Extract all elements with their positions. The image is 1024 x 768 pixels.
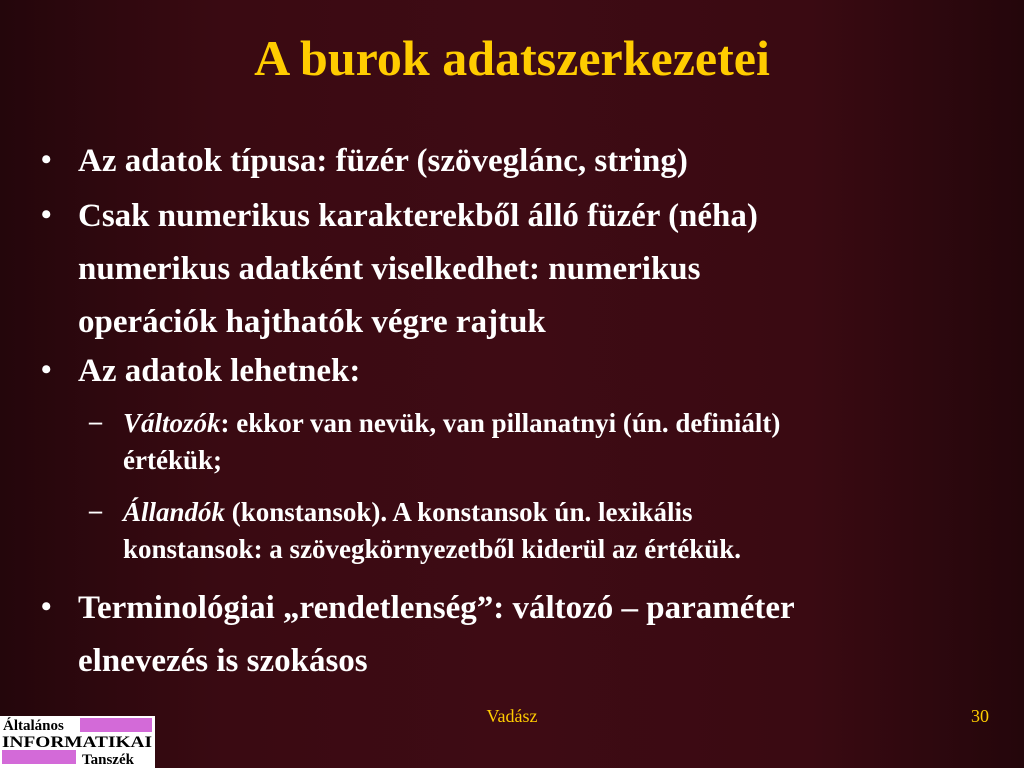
bullet-text xyxy=(78,582,978,688)
department-logo xyxy=(0,716,155,768)
sub-bullet-text-line: konstansok: a szövegkörnyezetből kiderül az értékük. xyxy=(123,534,742,564)
sub-bullet-marker: – xyxy=(89,407,102,436)
bullet-text-line: Terminológiai „rendetlenség”: változó – paraméter xyxy=(78,590,795,626)
bullet-text-line: elnevezés is szokásos xyxy=(78,643,368,679)
bullet-text-line: numerikus adatként viselkedhet: numerikus xyxy=(78,251,701,287)
bullet-marker: • xyxy=(41,198,52,231)
bullet-text-line: Csak numerikus karakterekből álló füzér (néha) xyxy=(78,198,758,234)
sub-bullet-text-line: Változók: ekkor van nevük, van pillanatnyi (ún. definiált) xyxy=(123,408,781,438)
logo-line-2: INFORMATIKAI xyxy=(2,734,152,751)
page-number: 30 xyxy=(971,706,989,726)
sub-bullet-text-line: Állandók (konstansok). A konstansok ún. lexikális xyxy=(123,497,693,527)
bullet-text: Az adatok lehetnek: xyxy=(78,353,361,389)
sub-bullet-text xyxy=(123,494,983,568)
bullet-marker: • xyxy=(41,143,52,176)
bullet-text-line: operációk hajthatók végre rajtuk xyxy=(78,304,546,340)
logo-line-3: Tanszék xyxy=(82,752,134,768)
bullet-marker: • xyxy=(41,590,52,623)
sub-bullet-text-line: értékük; xyxy=(123,445,222,475)
footer-author: Vadász xyxy=(486,706,538,726)
bullet-text xyxy=(78,190,978,349)
sub-bullet-text xyxy=(123,405,983,479)
logo-line-1: Általános xyxy=(3,718,64,734)
logo-bar xyxy=(2,750,76,764)
logo-bar xyxy=(80,718,152,732)
sub-bullet-marker: – xyxy=(89,496,102,525)
slide-title: A burok adatszerkezetei xyxy=(254,30,770,86)
emphasized-term: Állandók xyxy=(123,497,226,527)
bullet-text: Az adatok típusa: füzér (szöveglánc, string) xyxy=(78,143,688,179)
bullet-marker: • xyxy=(41,353,52,386)
emphasized-term: Változók xyxy=(123,408,221,438)
